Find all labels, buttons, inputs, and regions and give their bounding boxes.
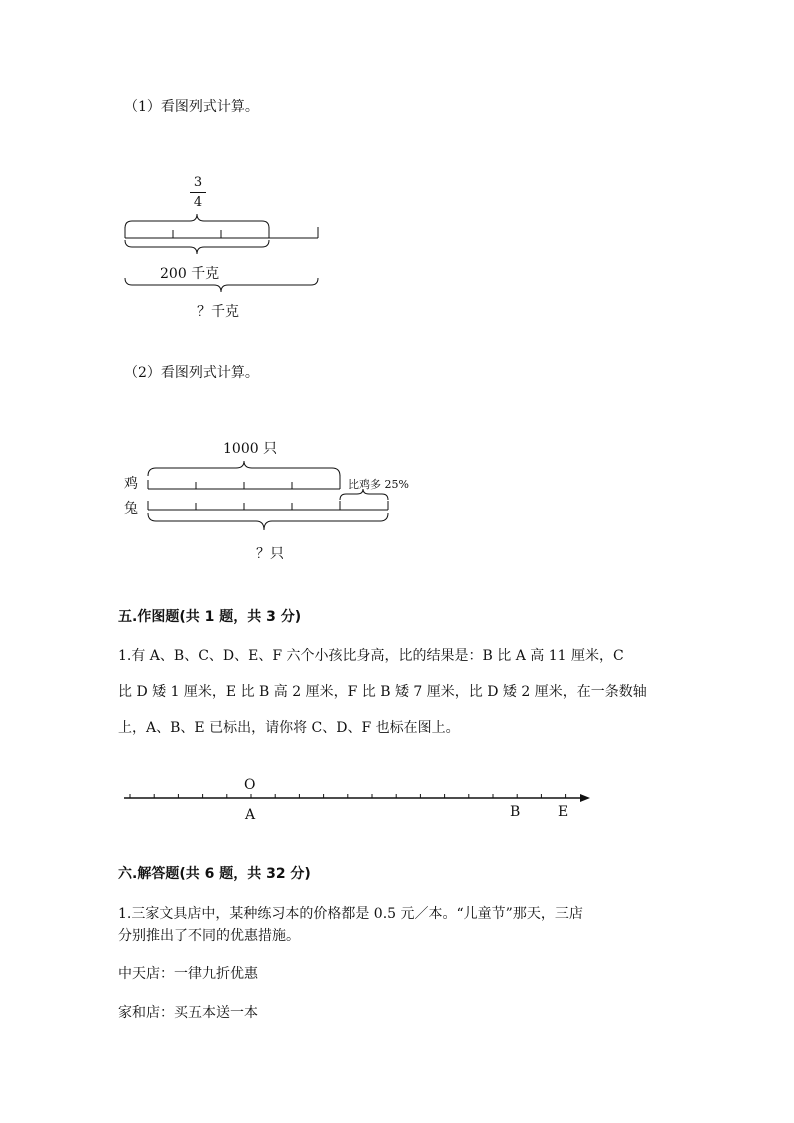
row-label-rabbit: 兔 (124, 501, 138, 517)
axis-arrow (580, 794, 590, 802)
store-jiahe: 家和店：买五本送一本 (118, 1005, 258, 1021)
section6-q1-line2: 分别推出了不同的优惠措施。 (118, 928, 300, 944)
axis-point-e: E (558, 804, 569, 820)
label-extra-25: 比鸡多 25% (348, 478, 409, 491)
section5-q1-line1: 1.有 A、B、C、D、E、F 六个小孩比身高，比的结果是：B 比 A 高 11 厘米，C (118, 648, 624, 664)
section5-q1-line3: 上，A、B、E 已标出，请你将 C、D、F 也标在图上。 (118, 720, 460, 736)
problem2-heading: （2）看图列式计算。 (124, 365, 259, 381)
section6-q1-line1: 1.三家文具店中，某种练习本的价格都是 0.5 元／本。“儿童节”那天，三店 (118, 906, 583, 922)
label-1000: 1000 只 (223, 441, 278, 457)
axis-origin-label: O (244, 777, 256, 793)
section5-title: 五.作图题(共 1 题，共 3 分) (118, 609, 302, 625)
problem1-heading: （1）看图列式计算。 (124, 99, 259, 115)
section5-q1-line2: 比 D 矮 1 厘米，E 比 B 高 2 厘米，F 比 B 矮 7 厘米，比 D 矮 2 厘米，在一条数轴 (118, 684, 647, 700)
store-zhongtian: 中天店：一律九折优惠 (118, 966, 258, 982)
axis-point-a: A (245, 807, 256, 823)
fraction-denominator: 4 (193, 195, 203, 210)
label-200kg: 200 千克 (160, 266, 220, 282)
section6-title: 六.解答题(共 6 题，共 32 分) (118, 866, 311, 882)
row-label-chicken: 鸡 (124, 476, 138, 492)
fraction-numerator: 3 (193, 175, 203, 190)
label-unknown-kg: ？千克 (197, 304, 239, 320)
label-unknown-count: ？只 (256, 546, 284, 562)
axis-point-b: B (510, 804, 521, 820)
